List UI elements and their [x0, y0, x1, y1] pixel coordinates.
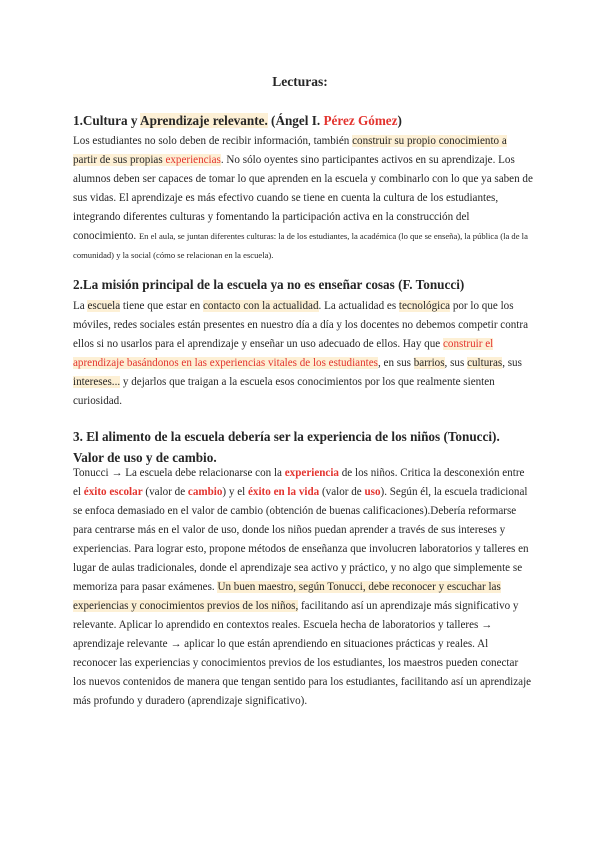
section-3-heading: 3. El alimento de la escuela debería ser la experiencia de los niños (Tonucci). Valor de uso y de cambio. [73, 429, 500, 465]
emphasis-red-run: éxito escolar [83, 486, 143, 498]
text-run: La [73, 300, 88, 312]
section-2-paragraph [73, 297, 533, 411]
highlight-run: intereses... [73, 376, 121, 388]
text-run: (valor de [142, 486, 188, 498]
text-run: facilitando así un aprendizaje más significativo y relevante. Aplicar lo aprendido en contextos reales. Escuela hecha de laboratorios y talleres → aprendizaje relevante → aplicar lo que están aprendiendo en situaciones prácticas y reales. Al reconocer las experiencias y conocimientos previos de los estudiantes, los maestros pueden conectar los nuevos contenidos de manera que tengan sentido para los estudiantes, facilitando así un aprendizaje más profundo y duradero (aprendizaje significativo). [73, 600, 532, 707]
section-1-paragraph [73, 132, 533, 265]
emphasis-red-run: cambio [187, 486, 223, 498]
text-run: (valor de [319, 486, 365, 498]
page-title: Lecturas: [272, 74, 328, 89]
emphasis-red-run: experiencia [284, 467, 339, 479]
highlight-run: culturas [467, 357, 503, 369]
highlight-run: barrios [413, 357, 445, 369]
text-run: de los niños. Critica la desconexión entre el [73, 467, 525, 498]
text-run: por lo que los móviles, redes sociales están presentes en nuestro día a día y los docentes no debemos competir contra ellos si no usarlos para el aprendizaje y enseñar un uso adecuado de ellos. Hay que [73, 300, 529, 350]
text-run: , en sus [377, 357, 414, 369]
section-1-heading-close: ) [397, 113, 402, 128]
small-note: En el aula, se juntan diferentes culturas: la de los estudiantes, la académica (lo que se enseña), la pública (la de la comunidad) y la social (cómo se relacionan en la escuela). [73, 231, 528, 260]
text-run: . No sólo oyentes sino participantes activos en su aprendizaje. Los alumnos deben ser capaces de tomar lo que aprenden en la escuela y combinarlo con lo que ya saben de sus vidas. El aprendizaje es más efectivo cuando se tiene en cuenta la cultura de los estudiantes, integrando diferentes culturas y fomentando la participación activa en la construcción del conocimiento. [73, 154, 533, 242]
section-1-heading-author: Pérez Gómez [323, 113, 398, 128]
text-run: . La actualidad es [318, 300, 399, 312]
text-run: Los estudiantes no solo deben de recibir información, también [73, 135, 353, 147]
highlight-run: Un buen maestro, según Tonucci, debe reconocer y escuchar las experiencias y conocimientos previos de los niños, [73, 581, 501, 612]
section-1-heading [73, 110, 533, 131]
section-2-heading: 2.La misión principal de la escuela ya no es enseñar cosas (F. Tonucci) [73, 277, 465, 292]
text-run: ). Según él, la escuela tradicional se enfoca demasiado en el valor de cambio (obtención de buenas calificaciones).Debería reformarse para centrarse más en el valor de uso, donde los niños puedan aprender a través de sus intereses y experiencias. Para lograr esto, propone métodos de enseñanza que involucren laboratorios y talleres en lugar de aulas tradicionales, donde el aprendizaje sea activo y práctico, y no algo que simplemente se memoriza para pasar exámenes. [73, 486, 529, 593]
emphasis-red-run: éxito en la vida [248, 486, 320, 498]
emphasis-red-run: uso [364, 486, 381, 498]
highlight-run: construir su propio conocimiento a partir de sus propias [73, 135, 507, 166]
section-1-heading-text: 1.Cultura y [73, 113, 141, 128]
section-1-heading-highlight: Aprendizaje relevante. [140, 113, 268, 128]
section-3-paragraph [73, 464, 533, 711]
highlight-run: tecnológica [398, 300, 451, 312]
text-run: , sus [502, 357, 522, 369]
text-run: tiene que estar en [120, 300, 203, 312]
text-run: y dejarlos que traigan a la escuela esos conocimientos por los que realmente sienten curiosidad. [73, 376, 495, 407]
section-1-heading-author-prefix: (Ángel I. [267, 113, 324, 128]
highlight-red-run: experiencias [165, 154, 221, 166]
text-run: Tonucci → La escuela debe relacionarse con la [73, 467, 285, 479]
highlight-red-run: construir el aprendizaje basándonos en las experiencias vitales de los estudiantes [73, 338, 494, 369]
text-run: , sus [444, 357, 468, 369]
text-run: ) y el [222, 486, 248, 498]
highlight-run: contacto con la actualidad [203, 300, 319, 312]
highlight-run: escuela [87, 300, 121, 312]
